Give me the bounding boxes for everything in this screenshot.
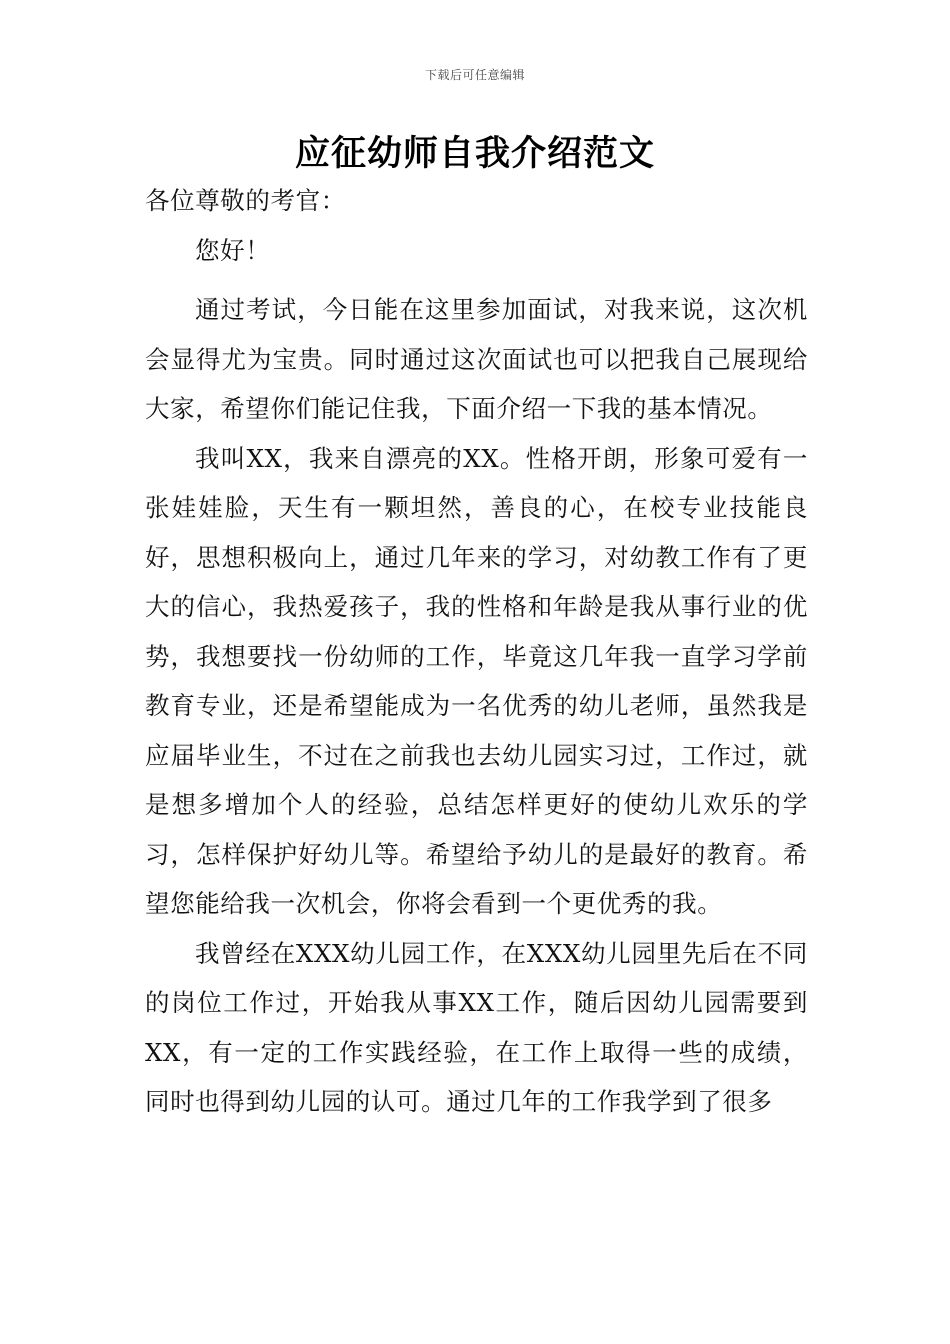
document-body: [145, 176, 808, 1127]
salutation: 各位尊敬的考官：: [145, 186, 346, 215]
header-note: 下载后可任意编辑: [424, 68, 525, 82]
paragraph-experience: 我曾经在XXX幼儿园工作，在XXX幼儿园里先后在不同的岗位工作过，开始我从事XX工作，随后因幼儿园需要到XX，有一定的工作实践经验，在工作上取得一些的成绩，同时也得到幼儿园的认可。通过几年的工作我学到了很多: [145, 938, 808, 1116]
paragraph-background: 我叫XX，我来自漂亮的XX。性格开朗，形象可爱有一张娃娃脸，天生有一颗坦然，善良的心，在校专业技能良好，思想积极向上，通过几年来的学习，对幼教工作有了更大的信心，我热爱孩子，我的性格和年龄是我从事行业的优势，我想要找一份幼师的工作，毕竟这几年我一直学习学前教育专业，还是希望能成为一名优秀的幼儿老师，虽然我是应届毕业生，不过在之前我也去幼儿园实习过，工作过，就是想多增加个人的经验，总结怎样更好的使幼儿欢乐的学习，怎样保护好幼儿等。希望给予幼儿的是最好的教育。希望您能给我一次机会，你将会看到一个更优秀的我。: [145, 443, 808, 918]
paragraph-intro: 通过考试，今日能在这里参加面试，对我来说，这次机会显得尤为宝贵。同时通过这次面试也可以把我自己展现给大家，希望你们能记住我，下面介绍一下我的基本情况。: [145, 295, 808, 423]
document-title: 应征幼师自我介绍范文: [294, 134, 655, 174]
greeting: 您好！: [195, 235, 271, 265]
